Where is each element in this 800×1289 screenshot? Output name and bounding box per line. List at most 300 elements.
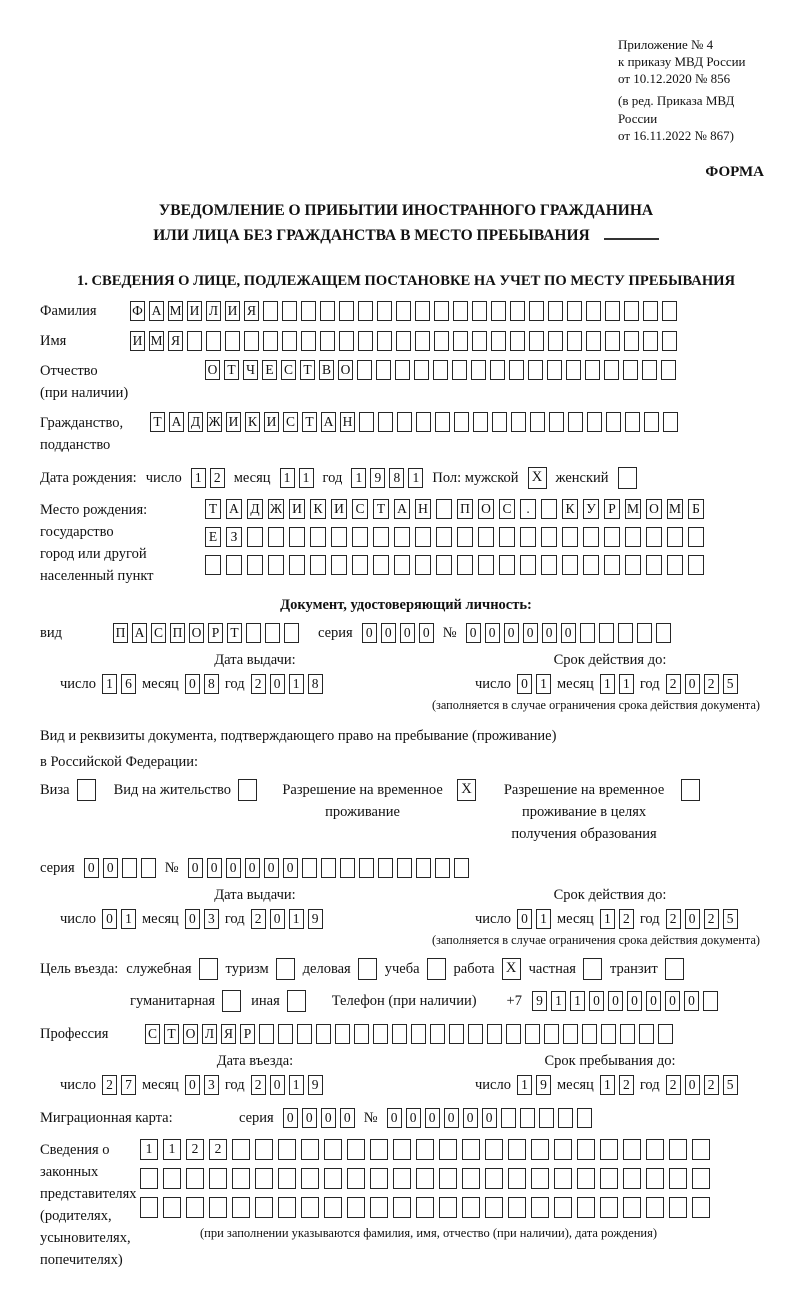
char-cell[interactable] [324, 1139, 342, 1160]
char-cell[interactable] [347, 1197, 365, 1218]
char-cell[interactable]: О [338, 360, 353, 380]
char-cell[interactable]: 1 [408, 468, 423, 488]
char-cell[interactable] [301, 331, 316, 351]
char-cell[interactable]: О [478, 499, 494, 519]
char-cell[interactable] [324, 1197, 342, 1218]
char-cell[interactable]: 0 [321, 1108, 336, 1128]
char-cell[interactable] [416, 1168, 434, 1189]
char-cell[interactable]: 0 [245, 858, 260, 878]
char-cell[interactable]: И [289, 499, 305, 519]
char-cell[interactable] [530, 412, 545, 432]
char-cell[interactable]: С [352, 499, 368, 519]
char-cell[interactable]: 0 [646, 991, 661, 1011]
char-cell[interactable] [531, 1197, 549, 1218]
char-cell[interactable] [547, 360, 562, 380]
sex-female-checkbox[interactable] [618, 467, 637, 489]
char-cell[interactable]: 0 [207, 858, 222, 878]
char-cell[interactable] [357, 360, 372, 380]
char-cell[interactable] [585, 360, 600, 380]
char-cell[interactable] [395, 360, 410, 380]
char-cell[interactable]: Ф [130, 301, 145, 321]
char-cell[interactable]: Р [240, 1024, 255, 1044]
char-cell[interactable] [352, 527, 368, 547]
char-cell[interactable] [566, 360, 581, 380]
char-cell[interactable]: Л [202, 1024, 217, 1044]
char-cell[interactable] [206, 331, 221, 351]
char-cell[interactable] [141, 858, 156, 878]
char-cell[interactable] [485, 1197, 503, 1218]
char-cell[interactable] [520, 1108, 535, 1128]
char-cell[interactable] [529, 301, 544, 321]
char-cell[interactable] [396, 331, 411, 351]
char-cell[interactable]: 0 [466, 623, 481, 643]
char-cell[interactable]: 5 [723, 1075, 738, 1095]
char-cell[interactable]: С [145, 1024, 160, 1044]
char-cell[interactable] [604, 527, 620, 547]
char-cell[interactable] [454, 412, 469, 432]
char-cell[interactable]: Т [205, 499, 221, 519]
char-cell[interactable]: 1 [600, 909, 615, 929]
char-cell[interactable]: 3 [204, 1075, 219, 1095]
char-cell[interactable]: У [583, 499, 599, 519]
char-cell[interactable] [436, 527, 452, 547]
char-cell[interactable] [599, 623, 614, 643]
char-cell[interactable]: 1 [289, 909, 304, 929]
char-cell[interactable] [302, 858, 317, 878]
char-cell[interactable] [692, 1139, 710, 1160]
char-cell[interactable] [637, 623, 652, 643]
char-cell[interactable]: 1 [121, 909, 136, 929]
char-cell[interactable]: 2 [251, 909, 266, 929]
char-cell[interactable] [335, 1024, 350, 1044]
char-cell[interactable] [282, 331, 297, 351]
char-cell[interactable] [567, 301, 582, 321]
char-cell[interactable]: 0 [270, 1075, 285, 1095]
char-cell[interactable] [377, 331, 392, 351]
char-cell[interactable] [577, 1108, 592, 1128]
char-cell[interactable]: С [283, 412, 298, 432]
char-cell[interactable] [623, 360, 638, 380]
char-cell[interactable] [453, 301, 468, 321]
char-cell[interactable] [509, 360, 524, 380]
char-cell[interactable] [439, 1197, 457, 1218]
char-cell[interactable]: 0 [188, 858, 203, 878]
char-cell[interactable] [352, 555, 368, 575]
char-cell[interactable]: 0 [185, 1075, 200, 1095]
char-cell[interactable]: 1 [517, 1075, 532, 1095]
char-cell[interactable] [662, 331, 677, 351]
char-cell[interactable] [140, 1197, 158, 1218]
char-cell[interactable] [662, 301, 677, 321]
char-cell[interactable] [525, 1024, 540, 1044]
char-cell[interactable]: 1 [619, 674, 634, 694]
char-cell[interactable]: К [562, 499, 578, 519]
char-cell[interactable] [643, 331, 658, 351]
char-cell[interactable] [452, 360, 467, 380]
char-cell[interactable] [577, 1139, 595, 1160]
char-cell[interactable]: С [499, 499, 515, 519]
char-cell[interactable]: 1 [351, 468, 366, 488]
char-cell[interactable] [232, 1168, 250, 1189]
char-cell[interactable] [646, 1168, 664, 1189]
char-cell[interactable] [358, 301, 373, 321]
char-cell[interactable] [491, 331, 506, 351]
char-cell[interactable] [347, 1139, 365, 1160]
char-cell[interactable] [487, 1024, 502, 1044]
char-cell[interactable]: О [183, 1024, 198, 1044]
char-cell[interactable] [301, 1168, 319, 1189]
purpose-transit-checkbox[interactable] [665, 958, 684, 980]
char-cell[interactable] [370, 1197, 388, 1218]
char-cell[interactable] [620, 1024, 635, 1044]
char-cell[interactable]: 0 [504, 623, 519, 643]
char-cell[interactable]: 2 [619, 1075, 634, 1095]
char-cell[interactable]: 0 [485, 623, 500, 643]
purpose-business-checkbox[interactable] [358, 958, 377, 980]
char-cell[interactable]: 0 [665, 991, 680, 1011]
char-cell[interactable] [618, 623, 633, 643]
char-cell[interactable] [415, 555, 431, 575]
char-cell[interactable] [433, 360, 448, 380]
char-cell[interactable]: А [226, 499, 242, 519]
char-cell[interactable] [278, 1197, 296, 1218]
char-cell[interactable] [354, 1024, 369, 1044]
char-cell[interactable]: О [646, 499, 662, 519]
char-cell[interactable] [359, 412, 374, 432]
char-cell[interactable] [340, 858, 355, 878]
char-cell[interactable] [642, 360, 657, 380]
char-cell[interactable]: Т [150, 412, 165, 432]
char-cell[interactable] [639, 1024, 654, 1044]
char-cell[interactable]: 0 [283, 858, 298, 878]
char-cell[interactable] [263, 301, 278, 321]
char-cell[interactable] [373, 527, 389, 547]
char-cell[interactable] [301, 1139, 319, 1160]
char-cell[interactable] [506, 1024, 521, 1044]
char-cell[interactable] [587, 412, 602, 432]
char-cell[interactable] [600, 1197, 618, 1218]
char-cell[interactable]: 0 [302, 1108, 317, 1128]
char-cell[interactable] [473, 412, 488, 432]
char-cell[interactable]: К [310, 499, 326, 519]
char-cell[interactable] [501, 1108, 516, 1128]
char-cell[interactable]: 2 [210, 468, 225, 488]
char-cell[interactable] [625, 412, 640, 432]
char-cell[interactable]: Т [373, 499, 389, 519]
char-cell[interactable]: Т [300, 360, 315, 380]
char-cell[interactable] [225, 331, 240, 351]
char-cell[interactable]: В [319, 360, 334, 380]
char-cell[interactable] [320, 331, 335, 351]
char-cell[interactable]: 0 [444, 1108, 459, 1128]
char-cell[interactable]: 1 [102, 674, 117, 694]
char-cell[interactable]: Т [227, 623, 242, 643]
char-cell[interactable] [278, 1024, 293, 1044]
char-cell[interactable] [416, 858, 431, 878]
char-cell[interactable]: Н [340, 412, 355, 432]
char-cell[interactable] [485, 1168, 503, 1189]
char-cell[interactable] [669, 1139, 687, 1160]
char-cell[interactable]: 0 [589, 991, 604, 1011]
char-cell[interactable] [331, 527, 347, 547]
char-cell[interactable] [658, 1024, 673, 1044]
char-cell[interactable]: 1 [536, 674, 551, 694]
char-cell[interactable] [393, 1197, 411, 1218]
char-cell[interactable] [415, 301, 430, 321]
char-cell[interactable]: 1 [536, 909, 551, 929]
char-cell[interactable] [531, 1139, 549, 1160]
char-cell[interactable] [434, 331, 449, 351]
char-cell[interactable]: Д [247, 499, 263, 519]
char-cell[interactable] [435, 858, 450, 878]
char-cell[interactable] [541, 499, 557, 519]
char-cell[interactable]: 9 [370, 468, 385, 488]
char-cell[interactable] [255, 1139, 273, 1160]
char-cell[interactable] [247, 527, 263, 547]
char-cell[interactable] [397, 858, 412, 878]
char-cell[interactable] [430, 1024, 445, 1044]
char-cell[interactable]: 0 [523, 623, 538, 643]
char-cell[interactable]: 0 [463, 1108, 478, 1128]
char-cell[interactable]: 0 [102, 909, 117, 929]
char-cell[interactable]: 5 [723, 909, 738, 929]
char-cell[interactable] [478, 555, 494, 575]
char-cell[interactable] [499, 527, 515, 547]
char-cell[interactable] [567, 331, 582, 351]
char-cell[interactable] [548, 301, 563, 321]
char-cell[interactable]: 1 [299, 468, 314, 488]
char-cell[interactable] [436, 555, 452, 575]
char-cell[interactable] [331, 555, 347, 575]
char-cell[interactable] [339, 331, 354, 351]
char-cell[interactable] [187, 331, 202, 351]
char-cell[interactable] [411, 1024, 426, 1044]
char-cell[interactable] [377, 301, 392, 321]
char-cell[interactable] [378, 412, 393, 432]
char-cell[interactable] [510, 331, 525, 351]
char-cell[interactable] [370, 1168, 388, 1189]
char-cell[interactable]: И [225, 301, 240, 321]
char-cell[interactable]: С [151, 623, 166, 643]
char-cell[interactable]: А [394, 499, 410, 519]
char-cell[interactable] [462, 1168, 480, 1189]
char-cell[interactable]: 2 [704, 1075, 719, 1095]
char-cell[interactable]: И [187, 301, 202, 321]
char-cell[interactable] [310, 555, 326, 575]
char-cell[interactable] [531, 1168, 549, 1189]
char-cell[interactable] [449, 1024, 464, 1044]
char-cell[interactable] [392, 1024, 407, 1044]
char-cell[interactable] [393, 1139, 411, 1160]
char-cell[interactable] [646, 555, 662, 575]
char-cell[interactable]: 2 [619, 909, 634, 929]
char-cell[interactable]: О [205, 360, 220, 380]
char-cell[interactable] [339, 301, 354, 321]
char-cell[interactable] [580, 623, 595, 643]
char-cell[interactable]: Л [206, 301, 221, 321]
char-cell[interactable]: Т [302, 412, 317, 432]
char-cell[interactable] [669, 1197, 687, 1218]
char-cell[interactable] [347, 1168, 365, 1189]
char-cell[interactable] [186, 1197, 204, 1218]
char-cell[interactable] [529, 331, 544, 351]
char-cell[interactable] [268, 555, 284, 575]
char-cell[interactable]: А [132, 623, 147, 643]
char-cell[interactable] [289, 555, 305, 575]
char-cell[interactable]: 0 [482, 1108, 497, 1128]
char-cell[interactable] [499, 555, 515, 575]
char-cell[interactable] [520, 527, 536, 547]
char-cell[interactable] [667, 527, 683, 547]
char-cell[interactable]: П [170, 623, 185, 643]
char-cell[interactable]: 1 [280, 468, 295, 488]
char-cell[interactable] [548, 331, 563, 351]
char-cell[interactable] [508, 1197, 526, 1218]
char-cell[interactable] [541, 527, 557, 547]
char-cell[interactable]: М [625, 499, 641, 519]
char-cell[interactable]: 0 [608, 991, 623, 1011]
char-cell[interactable]: Р [604, 499, 620, 519]
char-cell[interactable] [468, 1024, 483, 1044]
char-cell[interactable]: 1 [551, 991, 566, 1011]
char-cell[interactable] [226, 555, 242, 575]
char-cell[interactable] [656, 623, 671, 643]
char-cell[interactable] [508, 1168, 526, 1189]
char-cell[interactable] [554, 1139, 572, 1160]
char-cell[interactable]: 2 [251, 1075, 266, 1095]
char-cell[interactable] [439, 1168, 457, 1189]
char-cell[interactable]: 8 [204, 674, 219, 694]
char-cell[interactable] [669, 1168, 687, 1189]
char-cell[interactable] [255, 1168, 273, 1189]
char-cell[interactable] [301, 301, 316, 321]
char-cell[interactable] [663, 412, 678, 432]
char-cell[interactable] [358, 331, 373, 351]
char-cell[interactable] [246, 623, 261, 643]
char-cell[interactable] [528, 360, 543, 380]
char-cell[interactable] [359, 858, 374, 878]
char-cell[interactable]: Т [164, 1024, 179, 1044]
purpose-private-checkbox[interactable] [583, 958, 602, 980]
char-cell[interactable] [263, 331, 278, 351]
char-cell[interactable]: 8 [389, 468, 404, 488]
char-cell[interactable] [462, 1139, 480, 1160]
char-cell[interactable]: 0 [425, 1108, 440, 1128]
char-cell[interactable]: 1 [163, 1139, 181, 1160]
char-cell[interactable] [604, 360, 619, 380]
char-cell[interactable]: 9 [532, 991, 547, 1011]
char-cell[interactable] [259, 1024, 274, 1044]
char-cell[interactable]: 5 [723, 674, 738, 694]
char-cell[interactable] [394, 527, 410, 547]
char-cell[interactable] [376, 360, 391, 380]
char-cell[interactable]: 2 [666, 909, 681, 929]
char-cell[interactable]: Ж [268, 499, 284, 519]
char-cell[interactable]: Я [244, 301, 259, 321]
char-cell[interactable]: 0 [362, 623, 377, 643]
char-cell[interactable]: 7 [121, 1075, 136, 1095]
char-cell[interactable]: 0 [270, 909, 285, 929]
char-cell[interactable]: А [169, 412, 184, 432]
char-cell[interactable] [490, 360, 505, 380]
purpose-work-checkbox[interactable]: X [502, 958, 521, 980]
char-cell[interactable]: Б [688, 499, 704, 519]
purpose-study-checkbox[interactable] [427, 958, 446, 980]
char-cell[interactable] [624, 331, 639, 351]
char-cell[interactable] [601, 1024, 616, 1044]
char-cell[interactable] [646, 527, 662, 547]
char-cell[interactable] [577, 1168, 595, 1189]
char-cell[interactable] [508, 1139, 526, 1160]
char-cell[interactable]: 1 [140, 1139, 158, 1160]
char-cell[interactable] [520, 555, 536, 575]
char-cell[interactable] [416, 1197, 434, 1218]
char-cell[interactable]: 0 [400, 623, 415, 643]
char-cell[interactable] [324, 1168, 342, 1189]
char-cell[interactable]: 2 [209, 1139, 227, 1160]
char-cell[interactable]: И [226, 412, 241, 432]
char-cell[interactable] [688, 527, 704, 547]
char-cell[interactable] [562, 527, 578, 547]
purpose-official-checkbox[interactable] [199, 958, 218, 980]
char-cell[interactable] [205, 555, 221, 575]
char-cell[interactable]: 3 [204, 909, 219, 929]
char-cell[interactable] [373, 555, 389, 575]
char-cell[interactable]: 8 [308, 674, 323, 694]
temp-residence-education-checkbox[interactable] [681, 779, 700, 801]
char-cell[interactable] [583, 555, 599, 575]
char-cell[interactable] [297, 1024, 312, 1044]
char-cell[interactable] [586, 331, 601, 351]
char-cell[interactable]: 0 [226, 858, 241, 878]
char-cell[interactable] [310, 527, 326, 547]
char-cell[interactable]: Т [224, 360, 239, 380]
char-cell[interactable] [393, 1168, 411, 1189]
char-cell[interactable]: 9 [308, 909, 323, 929]
char-cell[interactable] [415, 527, 431, 547]
char-cell[interactable] [554, 1197, 572, 1218]
char-cell[interactable] [209, 1168, 227, 1189]
char-cell[interactable] [539, 1108, 554, 1128]
char-cell[interactable] [644, 412, 659, 432]
char-cell[interactable] [163, 1197, 181, 1218]
char-cell[interactable] [457, 555, 473, 575]
char-cell[interactable] [370, 1139, 388, 1160]
char-cell[interactable]: Н [415, 499, 431, 519]
char-cell[interactable] [703, 991, 718, 1011]
purpose-tourism-checkbox[interactable] [276, 958, 295, 980]
char-cell[interactable]: Ж [207, 412, 222, 432]
char-cell[interactable]: 2 [186, 1139, 204, 1160]
char-cell[interactable]: 0 [406, 1108, 421, 1128]
char-cell[interactable]: Е [205, 527, 221, 547]
char-cell[interactable]: 0 [685, 674, 700, 694]
char-cell[interactable] [605, 331, 620, 351]
char-cell[interactable] [582, 1024, 597, 1044]
char-cell[interactable] [163, 1168, 181, 1189]
char-cell[interactable] [625, 555, 641, 575]
char-cell[interactable] [289, 527, 305, 547]
char-cell[interactable] [558, 1108, 573, 1128]
char-cell[interactable] [439, 1139, 457, 1160]
char-cell[interactable] [544, 1024, 559, 1044]
char-cell[interactable]: 9 [308, 1075, 323, 1095]
char-cell[interactable] [624, 301, 639, 321]
char-cell[interactable]: 6 [121, 674, 136, 694]
char-cell[interactable]: П [113, 623, 128, 643]
char-cell[interactable] [692, 1168, 710, 1189]
char-cell[interactable]: М [667, 499, 683, 519]
